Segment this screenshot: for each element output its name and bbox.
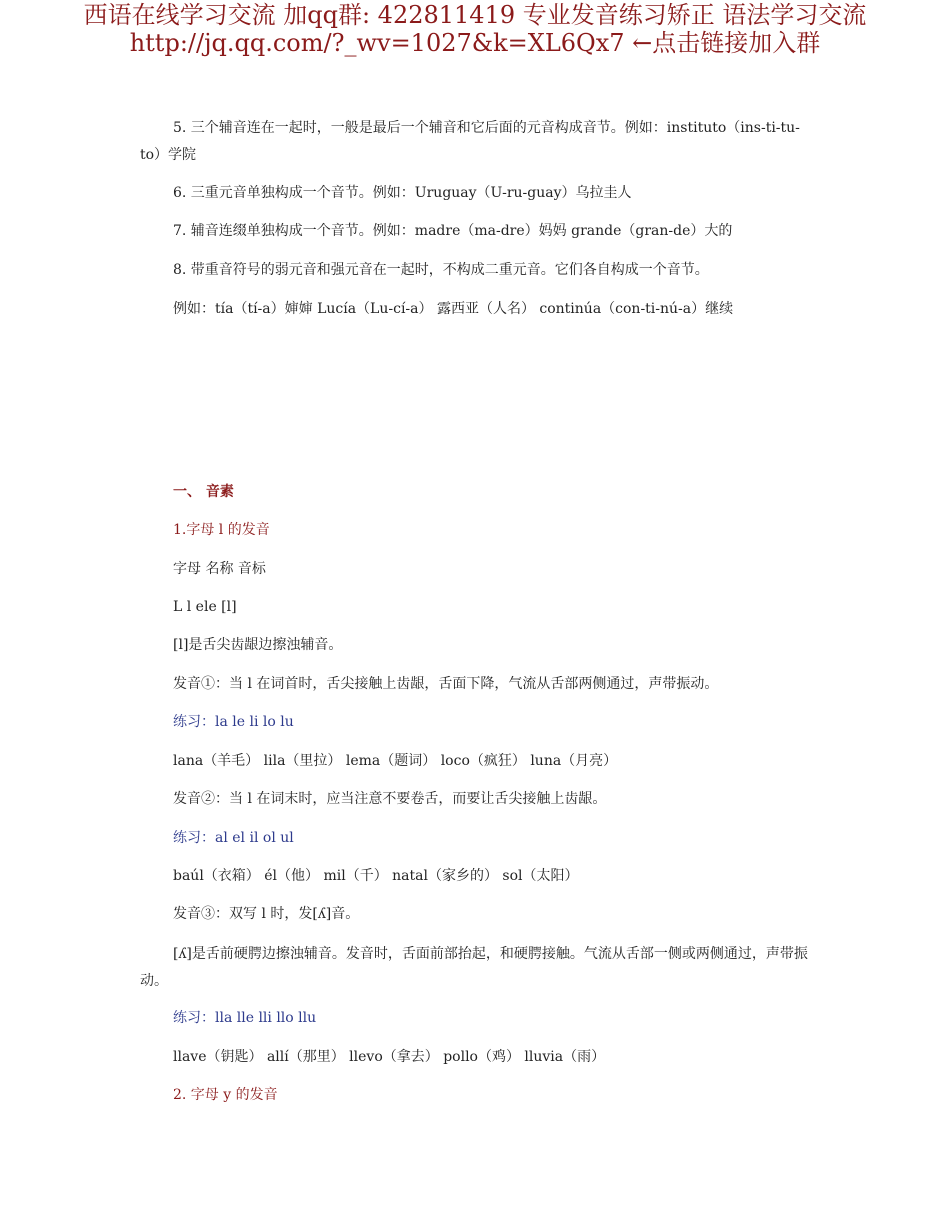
banner-qq-group-text: 西语在线学习交流 加qq群: 422811419 专业发音练习矫正 语法学习交流	[83, 1, 867, 29]
subsection-letter-l: 1.字母 l 的发音	[173, 522, 270, 538]
desc-l-sound: [l]是舌尖齿龈边擦浊辅音。	[173, 637, 343, 653]
table-row-l: L l ele [l]	[173, 599, 237, 615]
banner-join-link[interactable]: http://jq.qq.com/?_wv=1027&k=XL6Qx7 ←点击链接加入群	[129, 29, 821, 57]
practice-1: 练习：la le li lo lu	[173, 714, 294, 730]
pronunciation-1: 发音①：当 l 在词首时，舌尖接触上齿龈，舌面下降，气流从舌部两侧通过，声带振动。	[173, 676, 719, 692]
desc-ll-sound: [ʎ]是舌前硬腭边擦浊辅音。发音时，舌面前部抬起，和硬腭接触。气流从舌部一侧或两侧通过，声带振动。	[140, 946, 808, 989]
pronunciation-3: 发音③：双写 l 时，发[ʎ]音。	[173, 906, 360, 922]
subsection-letter-y: 2. 字母 y 的发音	[173, 1087, 278, 1103]
rule-6: 6. 三重元音单独构成一个音节。例如：Uruguay（U-ru-guay）乌拉圭人	[173, 185, 632, 201]
pronunciation-2: 发音②：当 l 在词末时，应当注意不要卷舌，而要让舌尖接触上齿龈。	[173, 791, 607, 807]
practice-2: 练习：al el il ol ul	[173, 830, 294, 846]
practice-3: 练习：lla lle lli llo llu	[173, 1010, 317, 1026]
words-3: llave（钥匙） allí（那里） llevo（拿去） pollo（鸡） lluvia（雨）	[173, 1049, 606, 1065]
section-title: 一、 音素	[173, 484, 234, 500]
table-header: 字母 名称 音标	[173, 561, 266, 577]
rule-7: 7. 辅音连缀单独构成一个音节。例如：madre（ma-dre）妈妈 grande（gran-de）大的	[173, 223, 733, 239]
words-2: baúl（衣箱） él（他） mil（千） natal（家乡的） sol（太阳）	[173, 868, 579, 884]
rule-8: 8. 带重音符号的弱元音和强元音在一起时，不构成二重元音。它们各自构成一个音节。	[173, 262, 709, 278]
rule-8-example: 例如：tía（tí-a）婶婶 Lucía（Lu-cí-a） 露西亚（人名） continúa（con-ti-nú-a）继续	[173, 301, 734, 317]
words-1: lana（羊毛） lila（里拉） lema（题词） loco（疯狂） luna（月亮）	[173, 753, 618, 769]
rule-5: 5. 三个辅音连在一起时，一般是最后一个辅音和它后面的元音构成音节。例如：instituto（ins-ti-tu-to）学院	[140, 120, 800, 163]
